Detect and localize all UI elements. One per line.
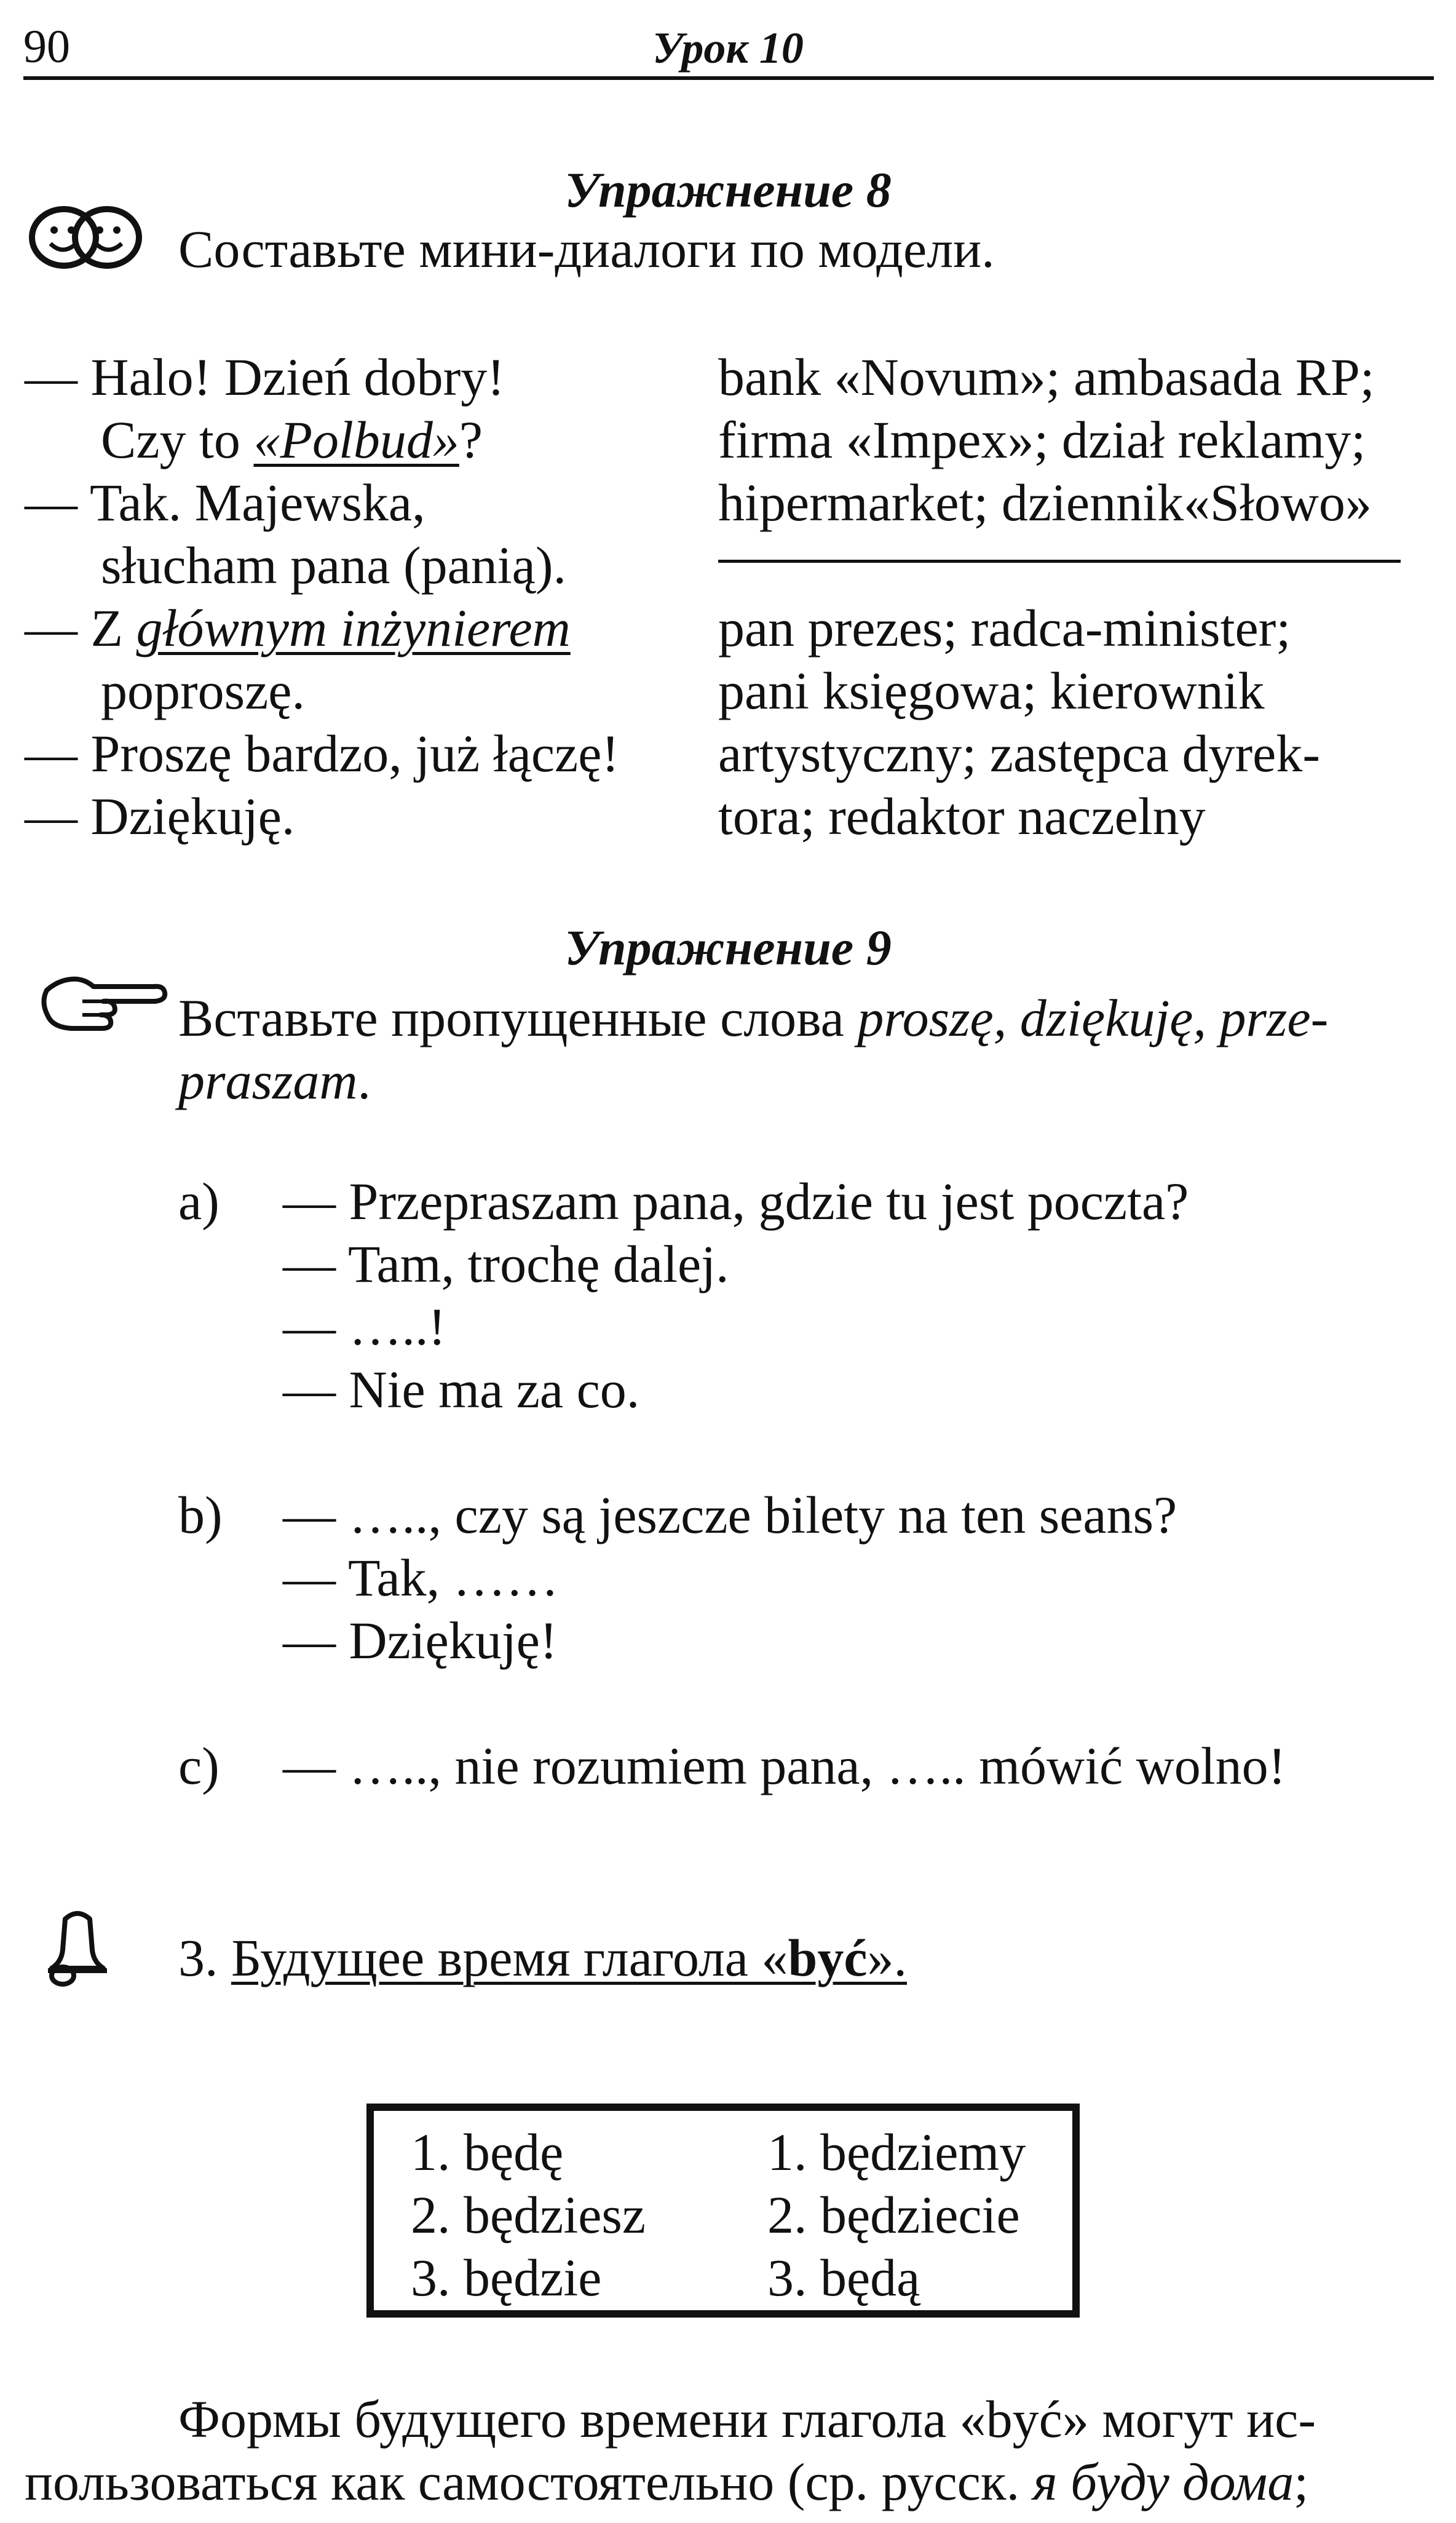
- exercise-9-instruction-cont: praszam.: [178, 1051, 371, 1110]
- dialog-line: — Dziękuję.: [25, 787, 295, 846]
- dialog-line: słucham pana (panią).: [101, 536, 566, 595]
- item-line: — …..!: [283, 1297, 446, 1356]
- paragraph-line: пользоваться как самостоятельно (ср. русск. я буду дома;: [25, 2452, 1309, 2511]
- exercise-8-title: Упражнение 8: [564, 162, 892, 218]
- exercise-9-title: Упражнение 9: [564, 920, 892, 975]
- dialog-line: — Halo! Dzień dobry!: [25, 348, 505, 407]
- column-divider-rule: [718, 560, 1401, 563]
- substitution-person-line: pan prezes; radca-minister;: [718, 598, 1291, 658]
- conjugation-singular: 2. będziesz: [411, 2185, 646, 2244]
- item-line: — ….., nie rozumiem pana, ….. mówić wolno!: [283, 1736, 1286, 1795]
- item-letter: a): [178, 1172, 220, 1231]
- substitution-person-line: tora; redaktor naczelny: [718, 787, 1206, 846]
- dialog-line: — Tak. Majewska,: [25, 473, 425, 532]
- item-line: — Tak, ……: [283, 1548, 559, 1607]
- substitution-place-line: firma «Impex»; dział reklamy;: [718, 410, 1366, 469]
- header-rule: [23, 76, 1434, 80]
- item-letter: b): [178, 1485, 223, 1544]
- conjugation-plural: 1. będziemy: [767, 2123, 1026, 2182]
- item-letter: c): [178, 1736, 220, 1795]
- substitution-place-line: hipermarket; dziennik«Słowo»: [718, 473, 1372, 532]
- conjugation-table: [366, 2104, 1080, 2318]
- exercise-9-instruction: Вставьте пропущенные слова proszę, dziękuję, prze-: [178, 988, 1329, 1047]
- item-line: — Dziękuję!: [283, 1611, 558, 1670]
- page-number: 90: [23, 21, 70, 73]
- paragraph-line: Формы будущего времени глагола «być» могут ис-: [178, 2390, 1316, 2449]
- substitution-place-line: bank «Novum»; ambasada RP;: [718, 348, 1375, 407]
- dialog-line: poproszę.: [101, 661, 305, 720]
- conjugation-singular: 3. będzie: [411, 2248, 602, 2307]
- dialog-line: — Proszę bardzo, już łączę!: [25, 724, 620, 783]
- substitution-person-line: artystyczny; zastępca dyrek-: [718, 724, 1320, 783]
- section-3-heading: 3. Будущее время глагола «być».: [178, 1928, 907, 1987]
- running-title: Урок 10: [652, 23, 804, 73]
- item-line: — Tam, trochę dalej.: [283, 1234, 729, 1293]
- conjugation-singular: 1. będę: [411, 2123, 564, 2182]
- exercise-8-instruction: Составьте мини-диалоги по модели.: [178, 220, 995, 279]
- item-line: — ….., czy są jeszcze bilety na ten seans?: [283, 1485, 1177, 1544]
- item-line: — Nie ma za co.: [283, 1360, 640, 1419]
- smiley-faces-icon: [25, 203, 148, 271]
- dialog-line: — Z głównym inżynierem: [25, 598, 571, 658]
- dialog-line: Czy to «Polbud»?: [101, 410, 483, 469]
- item-line: — Przepraszam pana, gdzie tu jest poczta?: [283, 1172, 1189, 1231]
- bell-icon: [41, 1907, 114, 1993]
- conjugation-plural: 2. będziecie: [767, 2185, 1020, 2244]
- pointing-hand-icon: [34, 972, 170, 1039]
- substitution-person-line: pani księgowa; kierownik: [718, 661, 1265, 720]
- conjugation-plural: 3. będą: [767, 2248, 920, 2307]
